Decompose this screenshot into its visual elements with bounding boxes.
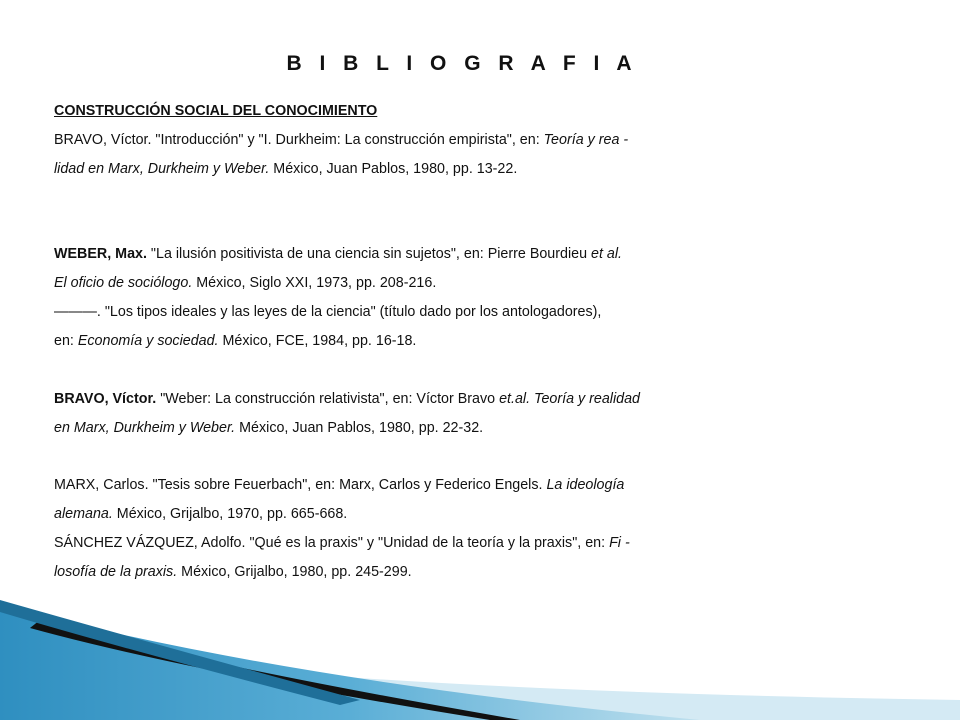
swoosh-dark-blue-edge bbox=[0, 600, 360, 705]
bibliography-entry-sanchez-line-2 bbox=[54, 563, 412, 581]
section-heading bbox=[54, 102, 377, 120]
bibliography-entry-weber-line-2 bbox=[54, 274, 436, 292]
entry-italic: Teoría y rea - bbox=[543, 132, 629, 148]
entry-author: BRAVO, Víctor. bbox=[54, 391, 157, 407]
entry-italic: La ideología bbox=[546, 477, 625, 493]
bibliography-entry-bravo-1-line-1 bbox=[54, 131, 628, 149]
entry-text: ———. "Los tipos ideales y las leyes de la ciencia" (título dado por los antologadores), bbox=[54, 304, 602, 320]
swoosh-light-band bbox=[0, 640, 960, 720]
swoosh-blue-band bbox=[0, 605, 700, 720]
entry-italic: lidad en Marx, Durkheim y Weber. bbox=[54, 161, 270, 177]
entry-text: México, Juan Pablos, 1980, pp. 22-32. bbox=[235, 420, 484, 436]
entry-italic: Economía y sociedad. bbox=[77, 333, 219, 349]
entry-italic: en Marx, Durkheim y Weber. bbox=[54, 420, 236, 436]
entry-text: "La ilusión positivista de una ciencia sin sujetos", en: Pierre Bourdieu bbox=[146, 246, 592, 262]
entry-text: México, FCE, 1984, pp. 16-18. bbox=[218, 333, 417, 349]
bibliography-entry-bravo-2-line-1 bbox=[54, 390, 640, 408]
bibliography-entry-sanchez-line-1 bbox=[54, 534, 630, 552]
entry-text: México, Grijalbo, 1970, pp. 665-668. bbox=[112, 506, 348, 522]
bibliography-entry-weber-line-4 bbox=[54, 332, 416, 350]
entry-author: WEBER, Max. bbox=[54, 246, 147, 262]
swoosh-black-stroke bbox=[30, 620, 520, 720]
entry-text: SÁNCHEZ VÁZQUEZ, Adolfo. "Qué es la praxis" y "Unidad de la teoría y la praxis", en: bbox=[54, 535, 610, 551]
bibliography-entry-weber-line-1 bbox=[54, 245, 622, 263]
bibliography-entry-bravo-2-line-2 bbox=[54, 419, 483, 437]
entry-text: "Weber: La construcción relativista", en: Víctor Bravo bbox=[156, 391, 500, 407]
entry-text: MARX, Carlos. "Tesis sobre Feuerbach", en: Marx, Carlos y Federico Engels. bbox=[54, 477, 547, 493]
entry-italic: losofía de la praxis. bbox=[54, 564, 178, 580]
bibliography-entry-bravo-1-line-2 bbox=[54, 160, 517, 178]
entry-text: en: bbox=[54, 333, 78, 349]
entry-text: México, Juan Pablos, 1980, pp. 13-22. bbox=[269, 161, 518, 177]
section-heading-text: CONSTRUCCIÓN SOCIAL DEL CONOCIMIENTO bbox=[54, 103, 378, 119]
page-title: B I B L I O G R A F I A bbox=[286, 52, 638, 75]
entry-italic: alemana. bbox=[54, 506, 113, 522]
entry-italic: El oficio de sociólogo. bbox=[54, 275, 193, 291]
entry-italic: et.al. Teoría y realidad bbox=[499, 391, 640, 407]
entry-italic: et al. bbox=[591, 246, 623, 262]
bibliography-entry-weber-line-3 bbox=[54, 303, 601, 321]
bibliography-entry-marx-line-1 bbox=[54, 476, 624, 494]
entry-text: México, Grijalbo, 1980, pp. 245-299. bbox=[177, 564, 412, 580]
bibliography-entry-marx-line-2 bbox=[54, 505, 347, 523]
entry-text: México, Siglo XXI, 1973, pp. 208-216. bbox=[192, 275, 437, 291]
entry-italic: Fi - bbox=[609, 535, 630, 551]
entry-text: BRAVO, Víctor. "Introducción" y "I. Durkheim: La construcción empirista", en: bbox=[54, 132, 544, 148]
